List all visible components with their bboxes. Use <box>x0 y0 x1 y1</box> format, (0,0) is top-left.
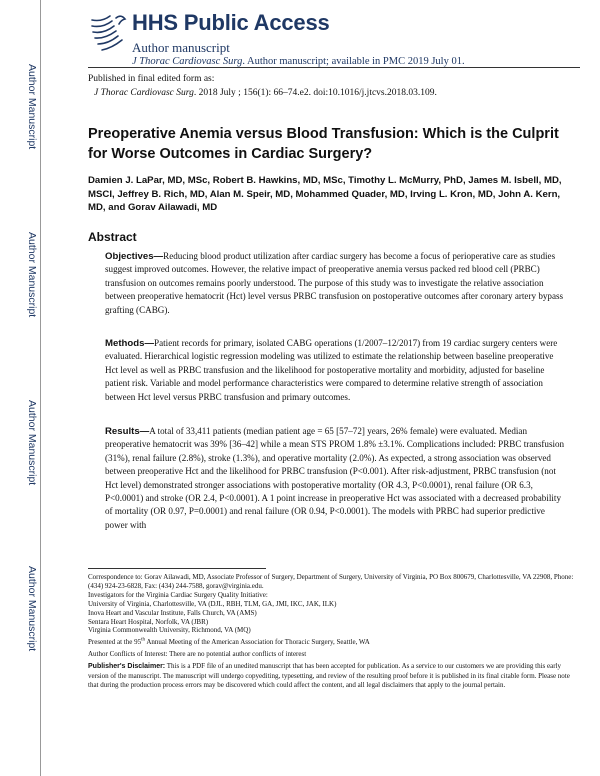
hhs-header <box>88 6 580 68</box>
publication-info <box>88 72 437 100</box>
citation-details: . 2018 July ; 156(1): 66–74.e2. doi:10.1016/j.jtcvs.2018.03.109. <box>193 88 437 98</box>
affiliation: University of Virginia, Charlottesville, VA (DJL, RBH, TLM, GA, JMI, IKC, JAK, ILK) <box>88 599 337 608</box>
investigators-note: Investigators for the Virginia Cardiac Surgery Quality Initiative: <box>88 590 268 599</box>
abstract-heading: Abstract <box>88 230 137 244</box>
sidebar-label: Author Manuscript <box>26 566 38 652</box>
hhs-public-access-title: HHS Public Access <box>132 10 330 35</box>
objectives-paragraph <box>105 250 565 317</box>
methods-label: Methods— <box>105 338 155 349</box>
ordinal-suffix: th <box>141 638 145 644</box>
sidebar-label: Author Manuscript <box>26 64 38 150</box>
citation-journal: J Thorac Cardiovasc Surg <box>94 88 194 98</box>
author-list: Damien J. LaPar, MD, MSc, Robert B. Hawkins, MD, MSc, Timothy L. McMurry, PhD, James M. Isbell, MD, MSCI, Jeffrey B. Rich, MD, Alan M. Speir, MD, Mohammed Quader, MD, Irving L. Kron, MD, John A. Kern, MD, and Gorav Ailawadi, MD <box>88 175 562 213</box>
journal-name: J Thorac Cardiovasc Surg <box>132 56 243 67</box>
article-title: Preoperative Anemia versus Blood Transfusion: Which is the Culprit for Worse Outcomes in Cardiac Surgery? <box>88 126 559 162</box>
affiliation: Sentara Heart Hospital, Norfolk, VA (JBR) <box>88 617 209 626</box>
hhs-eagle-logo-icon <box>88 10 128 54</box>
methods-paragraph <box>105 337 565 404</box>
sidebar-label: Author Manuscript <box>26 232 38 318</box>
presented-note <box>88 638 578 647</box>
sidebar-label: Author Manuscript <box>26 400 38 486</box>
journal-availability-line <box>132 56 465 67</box>
results-paragraph <box>105 425 565 532</box>
presented-text: Presented at the 95 <box>88 638 142 647</box>
citation <box>88 86 437 100</box>
publisher-disclaimer <box>88 662 578 690</box>
affiliation: Virginia Commonwealth University, Richmond, VA (MQ) <box>88 626 251 635</box>
results-text: A total of 33,411 patients (median patient age = 65 [57–72] years, 26% female) were evaluated. Median preoperative hematocrit was 39% [36–42] while a mean STS PROM 1.8% ±3.1%. Complications included: PRBC transfusion (31%), renal failure (2.8%), stroke (1.3%), and operative mortality (2.0%). As expected, a strong association was observed between preoperative Hct and the likelihood for PRBC transfusion (P<0.001). After risk-adjustment, PRBC transfusion (not Hct level) demonstrated stronger associations with postoperative mortality (OR 4.3, P<0.0001), renal failure (OR 6.3, P<0.0001) and stroke (OR 2.4, P<0.0001). A 1 point increase in preoperative Hct was associated with a decreased probability of mortality (OR 0.97, P=0.0001) and renal failure (OR 0.94, P<0.0001). The models with PRBC had superior predictive power with <box>105 426 565 530</box>
author-manuscript-sidebar <box>0 0 40 776</box>
header-rule <box>88 67 580 68</box>
results-label: Results— <box>105 426 150 437</box>
sidebar-divider <box>40 0 41 776</box>
disclaimer-label: Publisher's Disclaimer: <box>88 663 166 671</box>
availability-text: . Author manuscript; available in PMC 2019 July 01. <box>242 56 465 67</box>
published-label: Published in final edited form as: <box>88 74 215 84</box>
objectives-text: Reducing blood product utilization after cardiac surgery has become a focus of perioperative care as studies suggest improved outcomes. However, the relative impact of preoperative anemia versus packed red blood cell (PRBC) transfusion on outcomes remains poorly understood. The purpose of this study was to investigate the relative association between preoperative hematocrit (Hct) level versus PRBC transfusion on postoperative outcomes after coronary artery bypass grafting (CABG). <box>105 251 564 315</box>
objectives-label: Objectives— <box>105 251 164 262</box>
author-manuscript-subtitle: Author manuscript <box>132 40 230 55</box>
footnotes <box>88 573 578 690</box>
affiliation: Inova Heart and Vascular Institute, Falls Church, VA (AMS) <box>88 608 257 617</box>
disclaimer-text: This is a PDF file of an unedited manuscript that has been accepted for publication. As a service to our customers we are providing this early version of the manuscript. The manuscript will undergo copyediting, typesetting, and review of the resulting proof before it is published in its final citable form. Please note that during the production process errors may be discovered which could affect the content, and all legal disclaimers that apply to the journal pertain. <box>88 662 570 689</box>
correspondence-note: Correspondence to: Gorav Ailawadi, MD, Associate Professor of Surgery, Department of Surgery, University of Virginia, PO Box 800679, Charlottesville, VA 22908, Phone: (434) 924-23-6828, Fax: (434) 244-7588, gorav@virginia.edu. <box>88 573 574 590</box>
conflicts-note: Author Conflicts of Interest: There are no potential author conflicts of interest <box>88 650 307 659</box>
presented-meeting: Annual Meeting of the American Association for Thoracic Surgery, Seattle, WA <box>144 638 370 647</box>
methods-text: Patient records for primary, isolated CABG operations (1/2007–12/2017) from 19 cardiac surgery centers were evaluated. Hierarchical logistic regression modeling was utilized to estimate the relationship between baseline preoperative Hct level as well as PRBC transfusion and the likelihood for postoperative mortality and morbidity, adjusted for baseline patient risk. Variable and model performance characteristics were compared to determine relative strength of association between Hct level versus PRBC transfusion and primary outcomes. <box>105 338 558 402</box>
footnote-rule <box>88 568 266 569</box>
